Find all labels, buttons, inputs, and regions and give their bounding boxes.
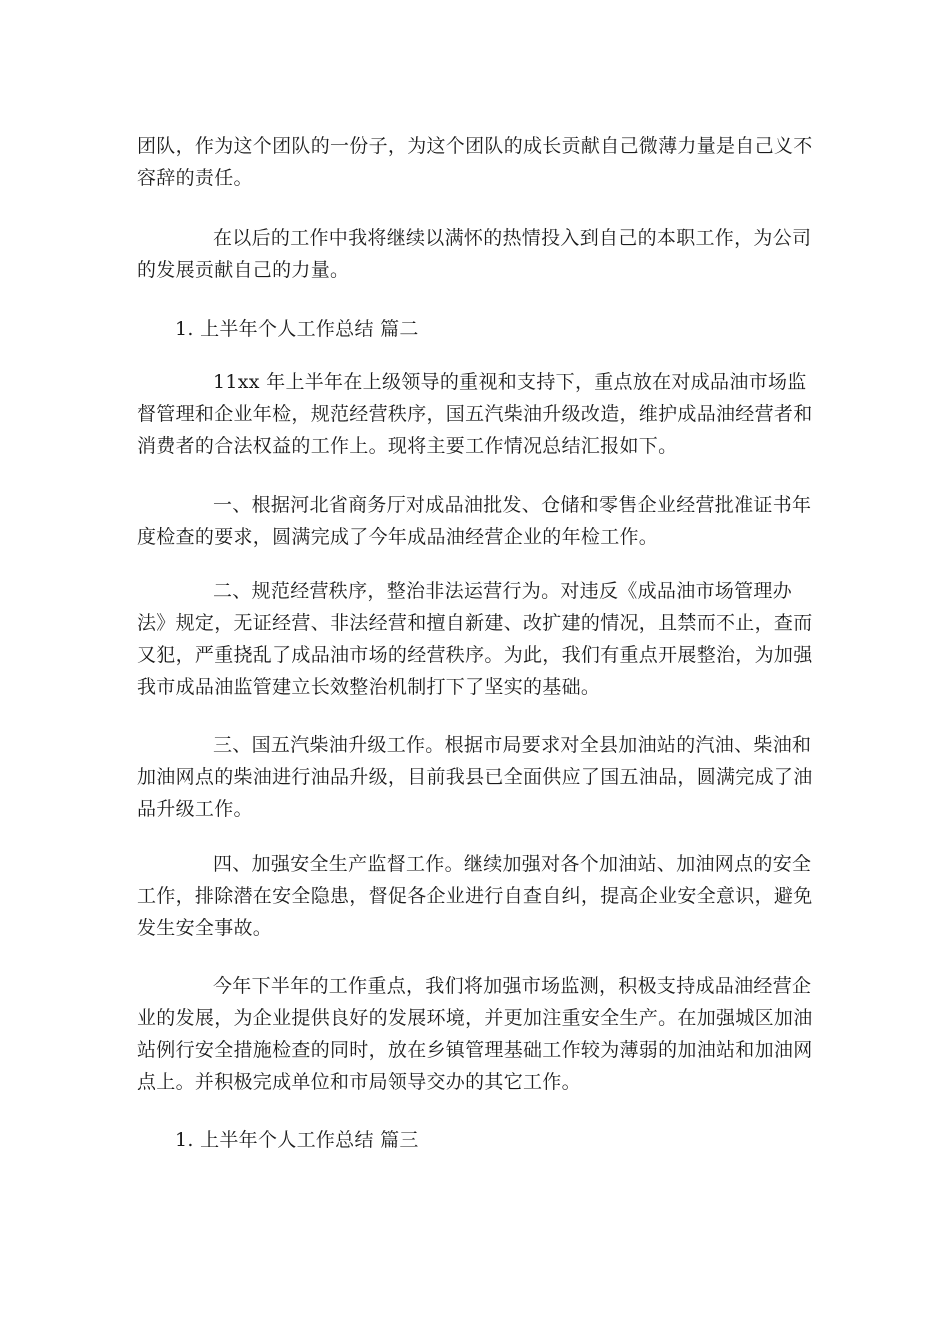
section-heading-part-three: 1. 上半年个人工作总结 篇三 [175, 1129, 419, 1151]
paragraph-team-responsibility: 团队，作为这个团队的一份子，为这个团队的成长贡献自己微薄力量是自己义不容辞的责任。 [137, 135, 813, 189]
paragraph-item-four-safety: 四、加强安全生产监督工作。继续加强对各个加油站、加油网点的安全工作，排除潜在安全隐患，督促各企业进行自查自纠，提高企业安全意识，避免发生安全事故。 [137, 853, 813, 939]
paragraph-future-work: 在以后的工作中我将继续以满怀的热情投入到自己的本职工作，为公司的发展贡献自己的力量。 [137, 227, 812, 281]
paragraph-second-half-plan: 今年下半年的工作重点，我们将加强市场监测，积极支持成品油经营企业的发展，为企业提供良好的发展环境，并更加注重安全生产。在加强城区加油站例行安全措施检查的同时，放在乡镇管理基础工作较为薄弱的加油站和加油网点上。并积极完成单位和市局领导交办的其它工作。 [137, 975, 813, 1093]
paragraph-first-half-overview: 11xx 年上半年在上级领导的重视和支持下，重点放在对成品油市场监督管理和企业年检，规范经营秩序，国五汽柴油升级改造，维护成品油经营者和消费者的合法权益的工作上。现将主要工作情况总结汇报如下。 [137, 371, 813, 457]
paragraph-item-two-market-order: 二、规范经营秩序，整治非法运营行为。对违反《成品油市场管理办法》规定，无证经营、非法经营和擅自新建、改扩建的情况，且禁而不止，查而又犯，严重挠乱了成品油市场的经营秩序。为此，我们有重点开展整治，为加强我市成品油监管建立长效整治机制打下了坚实的基础。 [137, 580, 813, 698]
paragraph-item-one-annual-inspection: 一、根据河北省商务厅对成品油批发、仓储和零售企业经营批准证书年度检查的要求，圆满完成了今年成品油经营企业的年检工作。 [137, 494, 812, 548]
paragraph-item-three-fuel-upgrade: 三、国五汽柴油升级工作。根据市局要求对全县加油站的汽油、柴油和加油网点的柴油进行油品升级，目前我县已全面供应了国五油品，圆满完成了油品升级工作。 [137, 734, 813, 820]
section-heading-part-two: 1. 上半年个人工作总结 篇二 [175, 318, 419, 340]
